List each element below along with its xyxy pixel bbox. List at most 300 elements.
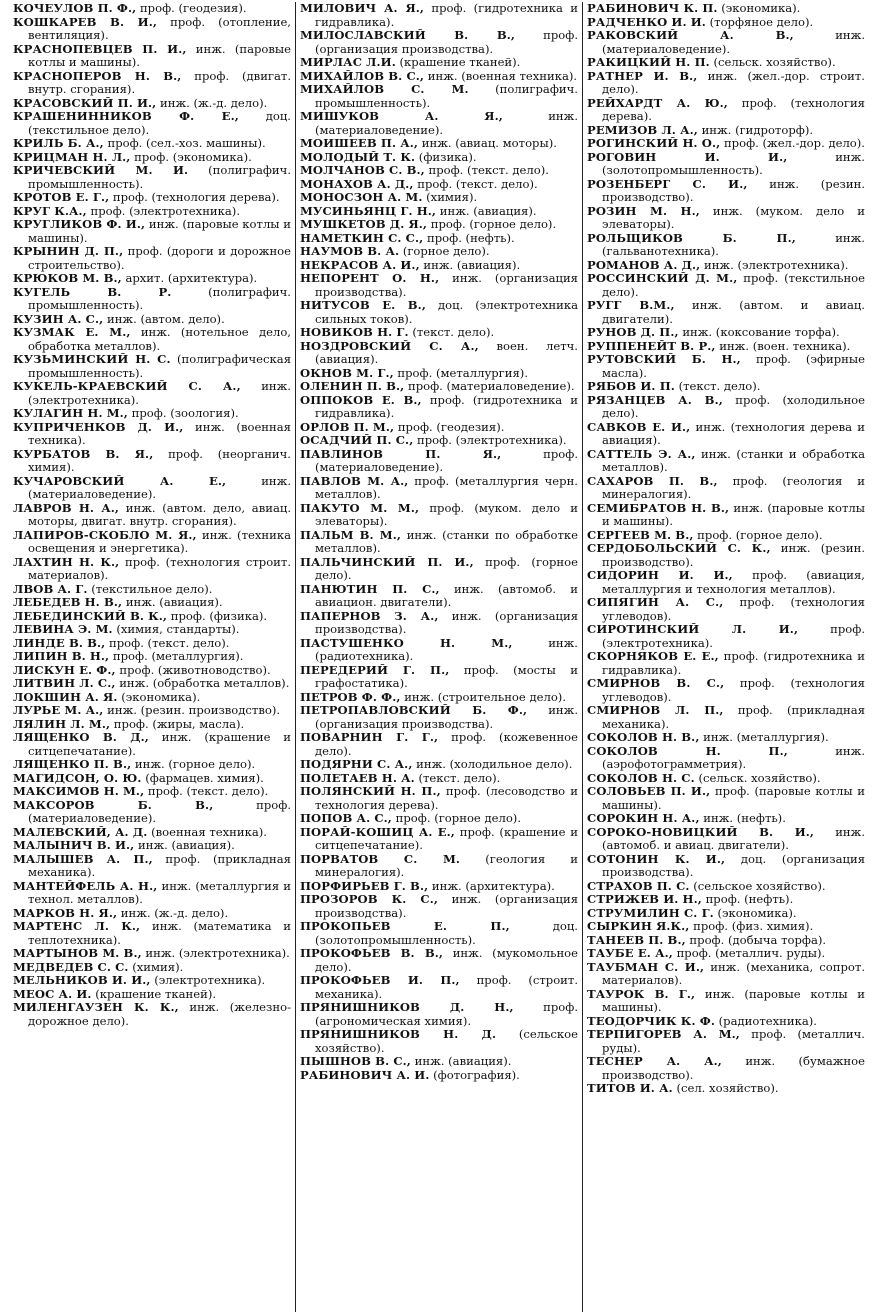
entry-name: МАГИДСОН, О. Ю. [13, 771, 142, 785]
entry-description: проф. (гидротехника и гидравлика). [602, 650, 865, 677]
entry [587, 151, 865, 178]
entry-name: ЛАПИРОВ-СКОБЛО М. Я., [13, 528, 197, 542]
entry-name: СТРАХОВ П. С. [587, 879, 690, 893]
entry-description: (экономика). [717, 906, 797, 920]
entry-description: инж. (мукомольное дело). [315, 947, 578, 974]
entry-name: СЕРГЕЕВ М. В., [587, 528, 694, 542]
entry-name: РОГИНСКИЙ Н. О., [587, 137, 721, 150]
entry-description: инж. (авиац. моторы). [421, 137, 557, 150]
entry [587, 1028, 865, 1055]
column-divider [295, 2, 296, 1312]
entry [13, 353, 291, 380]
entry [300, 421, 578, 435]
entry-name: РУНОВ Д. П., [587, 326, 679, 339]
entry-name: НОЗДРОВСКИЙ С. А., [300, 339, 479, 353]
entry [300, 475, 578, 502]
entry [13, 826, 291, 840]
entry-description: проф. (текст. дело). [428, 164, 549, 177]
entry [13, 502, 291, 529]
entry-name: СОКОЛОВ Н. С. [587, 771, 695, 785]
entry-name: ЛЯЛИН Л. М., [13, 717, 111, 731]
entry-description: проф. (электротехника). [417, 434, 567, 447]
entry [300, 434, 578, 448]
entry-description: инж. (организация производства). [315, 893, 578, 920]
entry-description: (текст. дело). [678, 380, 761, 393]
entry [300, 664, 578, 691]
entry-description: (химия, стандарты). [116, 623, 240, 636]
entry-description: инж. (бумажное производство). [602, 1055, 865, 1082]
entry-description: инж. (холодильное дело). [416, 758, 573, 771]
entry [587, 178, 865, 205]
entry-name: ЛАХТИН Н. К., [13, 555, 120, 569]
entry-name: МУСИНЬЯНЦ Г. Н., [300, 204, 437, 218]
column-divider [582, 2, 583, 1312]
entry-name: ПРЯНИШНИКОВ Д. Н., [300, 1001, 514, 1014]
entry-name: ПОРВАТОВ С. М. [300, 852, 461, 866]
entry [13, 286, 291, 313]
entry-description: инж. (материаловедение). [602, 29, 865, 56]
entry-name: ОППОКОВ Е. В., [300, 393, 422, 407]
entry-name: ТЕРПИГОРЕВ А. М., [587, 1028, 740, 1041]
entry-name: КУЗИН А. С., [13, 312, 104, 326]
entry [13, 610, 291, 624]
entry-description: инж. (математика и теплотехника). [28, 920, 291, 947]
entry [300, 83, 578, 110]
entry-description: проф. (добыча торфа). [689, 933, 827, 947]
entry [587, 448, 865, 475]
entry-description: инж. (техника освещения и энергетика). [28, 528, 291, 555]
entry-name: РЯЗАНЦЕВ А. В., [587, 393, 723, 407]
entry [13, 151, 291, 165]
entry-name: ПЕРЕДЕРИЙ Г. П., [300, 663, 450, 677]
entry-description: инж. (военная техника). [427, 69, 578, 83]
entry-name: НЕПОРЕНТ О. Н., [300, 272, 440, 285]
entry [587, 650, 865, 677]
entry [587, 272, 865, 299]
entry-description: проф. (кожевенное дело). [315, 731, 578, 758]
entry-name: МАЛЫНИЧ В. И., [13, 839, 135, 852]
entry-description: инж. (гидроторф). [701, 123, 814, 137]
entry-name: РОГОВИН И. И., [587, 150, 788, 164]
entry-name: МАЛЕВСКИЙ, А. Д. [13, 825, 148, 839]
entry-description: проф. (дороги и дорожное строительство). [28, 245, 291, 272]
entry [587, 97, 865, 124]
entry-name: САТТЕЛЬ Э. А., [587, 447, 696, 461]
entry-name: МИЛОСЛАВСКИЙ В. В., [300, 29, 516, 42]
entry-name: СКОРНЯКОВ Е. Е., [587, 650, 719, 663]
entry [587, 947, 865, 961]
entry [300, 920, 578, 947]
entry-description: инж. (станки по обработке металлов). [315, 528, 578, 555]
entry [587, 56, 865, 70]
entry-name: ЛУРЬЕ М. А., [13, 704, 104, 717]
entry-description: проф. (агрономическая химия). [315, 1001, 578, 1028]
entry-name: СМИРНОВ В. С., [587, 677, 725, 690]
entry-name: ПРОКОПЬЕВ Е. П., [300, 920, 510, 933]
entry-name: РЯБОВ И. П. [587, 380, 675, 393]
entry [13, 677, 291, 691]
entry-name: МЕОС А. И. [13, 987, 92, 1001]
entry-name: МАРТЫНОВ М. В., [13, 947, 142, 960]
entry-name: МОНОСЗОН А. М. [300, 191, 423, 204]
entry [13, 974, 291, 988]
entry [300, 529, 578, 556]
entry-name: МАРКОВ Н. Я., [13, 906, 118, 920]
entry [13, 205, 291, 219]
entry-description: инж. (архитектура). [431, 879, 555, 893]
entry [587, 920, 865, 934]
entry [300, 151, 578, 165]
entry-name: МОЛЧАНОВ С. В., [300, 164, 425, 177]
entry-name: ТЕОДОРЧИК К. Ф. [587, 1014, 715, 1028]
entry-description: проф. (электротехника). [90, 204, 241, 218]
entry [13, 1001, 291, 1028]
entry-name: ЛЕВИНА Э. М. [13, 623, 113, 636]
entry [300, 691, 578, 705]
entry-description: инж. (воен. техника). [719, 339, 851, 353]
entry [587, 326, 865, 340]
entry-name: КРАСОВСКИЙ П. И., [13, 96, 157, 110]
entry [587, 907, 865, 921]
entry-name: КУЗМАК Е. М., [13, 326, 131, 339]
entry-description: проф. (неорганич. химия). [28, 447, 291, 474]
entry [13, 758, 291, 772]
entry-description: проф. (гидротехника и гидравлика). [315, 393, 578, 420]
entry-name: РОССИНСКИЙ Д. М., [587, 272, 738, 285]
entry [587, 137, 865, 151]
entry-name: МИРЛАС Л.И. [300, 56, 396, 69]
entry-description: (геология и минералогия). [315, 852, 578, 879]
entry-description: инж. (авиация). [414, 1055, 512, 1068]
entry [587, 124, 865, 138]
entry-name: СОКОЛОВ Н. В., [587, 731, 700, 744]
entry [300, 29, 578, 56]
entry-description: (полиграфическая промышленность). [28, 353, 291, 380]
entry [300, 245, 578, 259]
entry [587, 475, 865, 502]
entry-name: ОЛЕНИН П. В., [300, 380, 405, 393]
entry [13, 272, 291, 286]
entry-name: МАЛЫШЕВ А. П., [13, 852, 153, 866]
entry-description: проф. (технология дерева). [602, 96, 865, 123]
entry-description: проф. (геодезия). [139, 2, 247, 15]
entry-name: РОЗЕНБЕРГ С. И., [587, 177, 748, 191]
entry-description: проф. (двигат. внутр. сгорания). [28, 69, 291, 96]
entry-name: САВКОВ Е. И., [587, 420, 691, 434]
entry [13, 191, 291, 205]
entry-description: (крашение тканей). [399, 56, 521, 69]
entry-description: инж. (муком. дело и элеваторы). [602, 204, 865, 231]
entry-name: ПРОЗОРОВ К. С., [300, 893, 439, 906]
entry [587, 380, 865, 394]
entry-name: КУЛАГИН Н. М., [13, 407, 128, 420]
entry [587, 29, 865, 56]
entry [300, 947, 578, 974]
entry [300, 340, 578, 367]
entry-description: инж. (авиация). [439, 204, 537, 218]
entry [13, 947, 291, 961]
entry [13, 421, 291, 448]
entry-description: инж. (авиация). [423, 258, 521, 272]
entry-description: (радиотехника). [718, 1014, 817, 1028]
entry-description: инж. (нотельное дело, обработка металлов). [28, 326, 291, 353]
entry-name: СОЛОВЬЕВ П. И., [587, 785, 711, 798]
entry-description: проф. (горное дело). [697, 528, 823, 542]
entry-description: доц. (электротехника сильных токов). [315, 299, 578, 326]
entry [300, 1028, 578, 1055]
entry-name: ЛЕБЕДИНСКИЙ В. К., [13, 609, 168, 623]
entry [300, 191, 578, 205]
entry [587, 502, 865, 529]
entry-description: проф. (жел.-дор. дело). [723, 137, 865, 150]
entry-name: КОШКАРЕВ В. И., [13, 15, 157, 29]
entry-name: ОРЛОВ П. М., [300, 420, 395, 434]
entry [300, 326, 578, 340]
entry-description: (сельск. хозяйство). [713, 56, 836, 69]
entry [300, 812, 578, 826]
entry-name: РУГГ В.М., [587, 299, 675, 312]
entry-name: МАКСОРОВ Б. В., [13, 798, 214, 812]
entry [587, 785, 865, 812]
entry [300, 380, 578, 394]
entry-name: МАНТЕЙФЕЛЬ А. Н., [13, 879, 158, 893]
entry-description: проф. (зоология). [131, 407, 239, 420]
entry [587, 677, 865, 704]
entry-description: инж. (ж.-д. дело). [120, 906, 229, 920]
entry-name: ПЫШНОВ В. С., [300, 1055, 411, 1068]
entry [300, 772, 578, 786]
entry [300, 556, 578, 583]
entry-name: ТАУРОК В. Г., [587, 987, 696, 1001]
entry [587, 988, 865, 1015]
entry-description: проф. (текстильное дело). [602, 272, 865, 299]
entry-name: ЛИПИН В. Н., [13, 650, 110, 663]
entry [13, 529, 291, 556]
entry-description: проф. (отопление, вентиляция). [28, 15, 291, 42]
entry-description: проф. (физ. химия). [693, 920, 814, 933]
entry-description: инж. (коксование торфа). [682, 326, 840, 339]
entry-description: инж. (паровые котлы и машины). [602, 987, 865, 1014]
entry-name: ПАВЛОВ М. А., [300, 474, 409, 488]
entry-description: проф. (горное дело). [315, 555, 578, 582]
entry-description: (фармацев. химия). [145, 771, 264, 785]
entry-description: инж. (радиотехника). [315, 636, 578, 663]
entry [13, 70, 291, 97]
entry-description: проф. (материаловедение). [28, 798, 291, 825]
entry-description: (сельское хозяйство). [315, 1028, 578, 1055]
entry-description: (полиграфич. промышленность). [28, 285, 291, 312]
entry [587, 623, 865, 650]
entry-description: проф. (геодезия). [397, 420, 505, 434]
entry [300, 1055, 578, 1069]
entry-description: проф. (горное дело). [430, 218, 557, 231]
entry-description: (сельское хозяйство). [693, 879, 826, 893]
entry-name: ТАУБЕ Е. А., [587, 947, 673, 960]
entry-name: ПОРФИРЬЕВ Г. В., [300, 879, 429, 893]
entry-name: СИДОРИН И. И., [587, 569, 733, 582]
entry [300, 758, 578, 772]
entry-name: РЕМИЗОВ Л. А., [587, 123, 698, 137]
entry-name: ОСАДЧИЙ П. С., [300, 434, 414, 447]
entry-description: проф. (холодильное дело). [602, 393, 865, 420]
entry-description: проф. (технология углеводов). [602, 677, 865, 704]
entry-name: МИХАЙЛОВ С. М. [300, 83, 469, 96]
entry-description: (фотография). [433, 1068, 520, 1082]
entry-name: КУЗЬМИНСКИЙ Н. С. [13, 353, 171, 366]
entry [300, 826, 578, 853]
entry-name: ЛЯЩЕНКО П. В., [13, 758, 132, 771]
entry [13, 907, 291, 921]
entry [300, 394, 578, 421]
entry-description: (химия). [426, 191, 478, 204]
entry-name: РАБИНОВИЧ А. И. [300, 1068, 430, 1082]
entry-name: РОМАНОВ А. Д., [587, 258, 701, 272]
entry-description: инж. (материаловедение). [28, 474, 291, 501]
entry [13, 2, 291, 16]
entry-description: проф. (крашение и ситцепечатание). [315, 825, 578, 852]
entry-description: проф. (прикладная механика). [602, 704, 865, 731]
entry-description: доц. (золотопромышленность). [315, 920, 578, 947]
entry-description: инж. (паровые котлы и машины). [28, 218, 291, 245]
entry [587, 1082, 865, 1096]
entry-description: (химия). [132, 960, 184, 974]
entry-name: ЛИНДЕ В. В., [13, 636, 106, 650]
entry-name: СИПЯГИН А. С., [587, 596, 724, 609]
entry-name: СМИРНОВ Л. П., [587, 704, 724, 717]
entry [13, 16, 291, 43]
entry-name: КРАСНОПЕВЦЕВ П. И., [13, 42, 187, 56]
entry [587, 529, 865, 543]
entry-name: СОТОНИН К. И., [587, 852, 726, 866]
entry [587, 745, 865, 772]
entry-description: (сельск. хозяйство). [698, 771, 821, 785]
entry-description: инж. (жел.-дор. строит. дело). [602, 69, 865, 96]
entry-description: проф. (лесоводство и технология дерева). [315, 785, 578, 812]
entry-description: доц. (текстильное дело). [28, 110, 291, 137]
entry-name: КУРБАТОВ В. Я., [13, 447, 154, 461]
entry-description: воен. летч. (авиация). [315, 339, 578, 366]
entry-description: проф. (технология строит. материалов). [28, 555, 291, 582]
entry-name: НАМЕТКИН С. С., [300, 231, 424, 245]
entry [587, 16, 865, 30]
entry-name: РУППЕНЕЙТ В. Р., [587, 339, 716, 353]
entry-description: (полиграфич. промышленность). [28, 164, 291, 191]
entry-description: инж. (организация производства). [315, 704, 578, 731]
entry [587, 1015, 865, 1029]
entry-name: КРУГ К.А., [13, 204, 87, 218]
entry [13, 839, 291, 853]
entry [587, 853, 865, 880]
entry-name: РАДЧЕНКО И. И. [587, 15, 706, 29]
entry-description: инж. (военная техника). [28, 420, 291, 447]
entry-name: КРАШЕНИННИКОВ Ф. Е., [13, 110, 239, 123]
entry-description: инж. (нефть). [703, 812, 786, 825]
entry-description: проф. (электротехника). [602, 623, 865, 650]
entry-description: инж. (электротехника). [703, 258, 849, 272]
entry [13, 637, 291, 651]
entry-description: инж. (обработка металлов). [119, 677, 290, 690]
entry [300, 637, 578, 664]
entry-description: проф. (муком. дело и элеваторы). [315, 501, 578, 528]
entry [587, 340, 865, 354]
entry [13, 650, 291, 664]
entry-name: НИТУСОВ Е. В., [300, 299, 426, 312]
entry-name: ПОВАРНИН Г. Г., [300, 731, 439, 744]
entry-name: МОНАХОВ А. Д., [300, 177, 414, 191]
entry-description: проф. (гидротехника и гидравлика). [315, 2, 578, 29]
entry [13, 245, 291, 272]
entry-name: ТЕСНЕР А. А., [587, 1055, 722, 1068]
entry-description: (крашение тканей). [95, 987, 217, 1001]
entry-description: инж. (электротехника). [28, 380, 291, 407]
entry-description: инж. (резин. производство). [107, 704, 281, 717]
entry [13, 853, 291, 880]
entry-name: ПЕТРОВ Ф. Ф., [300, 690, 401, 704]
entry-name: ПОДЯРНИ С. А., [300, 758, 413, 771]
entry-name: ЛЯЩЕНКО В. Д., [13, 731, 149, 744]
entry-name: ПАПЕРНОВ З. А., [300, 609, 439, 623]
entry-description: (полиграфич. промышленность). [315, 83, 578, 110]
entry [13, 475, 291, 502]
entry-name: ТАУБМАН С. И., [587, 960, 705, 974]
entry-name: ПРЯНИШНИКОВ Н. Д. [300, 1028, 497, 1041]
entry-description: проф. (организация производства). [315, 29, 578, 56]
entry-description: проф. (текст. дело). [108, 636, 230, 650]
entry [13, 961, 291, 975]
entry-description: инж. (автом. и авиац. двигатели). [602, 299, 865, 326]
entry-description: инж. (автом. дело). [106, 312, 225, 326]
entry-name: МОЛОДЫЙ Т. К. [300, 150, 416, 164]
entry-description: (текст. дело). [418, 771, 501, 785]
entry-name: КРАСНОПЕРОВ Н. В., [13, 69, 182, 83]
entry [587, 812, 865, 826]
entry [587, 826, 865, 853]
entry-description: проф. (материаловедение). [407, 380, 575, 393]
entry-description: инж. (резин. производство). [602, 542, 865, 569]
entry [300, 178, 578, 192]
entry [13, 731, 291, 758]
entry-description: проф. (нефть). [426, 231, 515, 245]
entry [13, 718, 291, 732]
entry [587, 934, 865, 948]
entry-name: ЛЕБЕДЕВ Н. В., [13, 596, 123, 609]
entry [587, 542, 865, 569]
entry-name: ПОПОВ А. С., [300, 812, 392, 825]
entry-description: инж. (металлургия). [703, 731, 829, 744]
entry [300, 610, 578, 637]
entry [587, 596, 865, 623]
entry-name: ПЕТРОПАВЛОВСКИЙ Б. Ф., [300, 704, 528, 717]
entry [300, 448, 578, 475]
entry-description: (текст. дело). [412, 326, 495, 339]
entry-name: КРЫНИН Д. П., [13, 245, 124, 258]
entry-description: (экономика). [721, 2, 801, 15]
entry-name: МИЛЕНГАУЗЕН К. К., [13, 1001, 179, 1014]
entry-name: ЛАВРОВ Н. А., [13, 501, 120, 515]
entry [587, 961, 865, 988]
entry-name: НАУМОВ В. А. [300, 245, 400, 258]
entry [587, 70, 865, 97]
entry-name: САХАРОВ П. В., [587, 474, 718, 488]
entry-name: СТРИЖЕВ И. Н., [587, 893, 702, 906]
entry-description: проф. (эфирные масла). [602, 353, 865, 380]
entry [300, 70, 578, 84]
entry-description: проф. (металлич. руды). [602, 1028, 865, 1055]
entry-name: КУЧАРОВСКИЙ А. Е., [13, 474, 227, 488]
entry-description: проф. (мосты и графостатика). [315, 663, 578, 690]
entry-description: инж. (металлургия и технол. металлов). [28, 879, 291, 906]
entry-name: ЛВОВ А. Г. [13, 582, 88, 596]
